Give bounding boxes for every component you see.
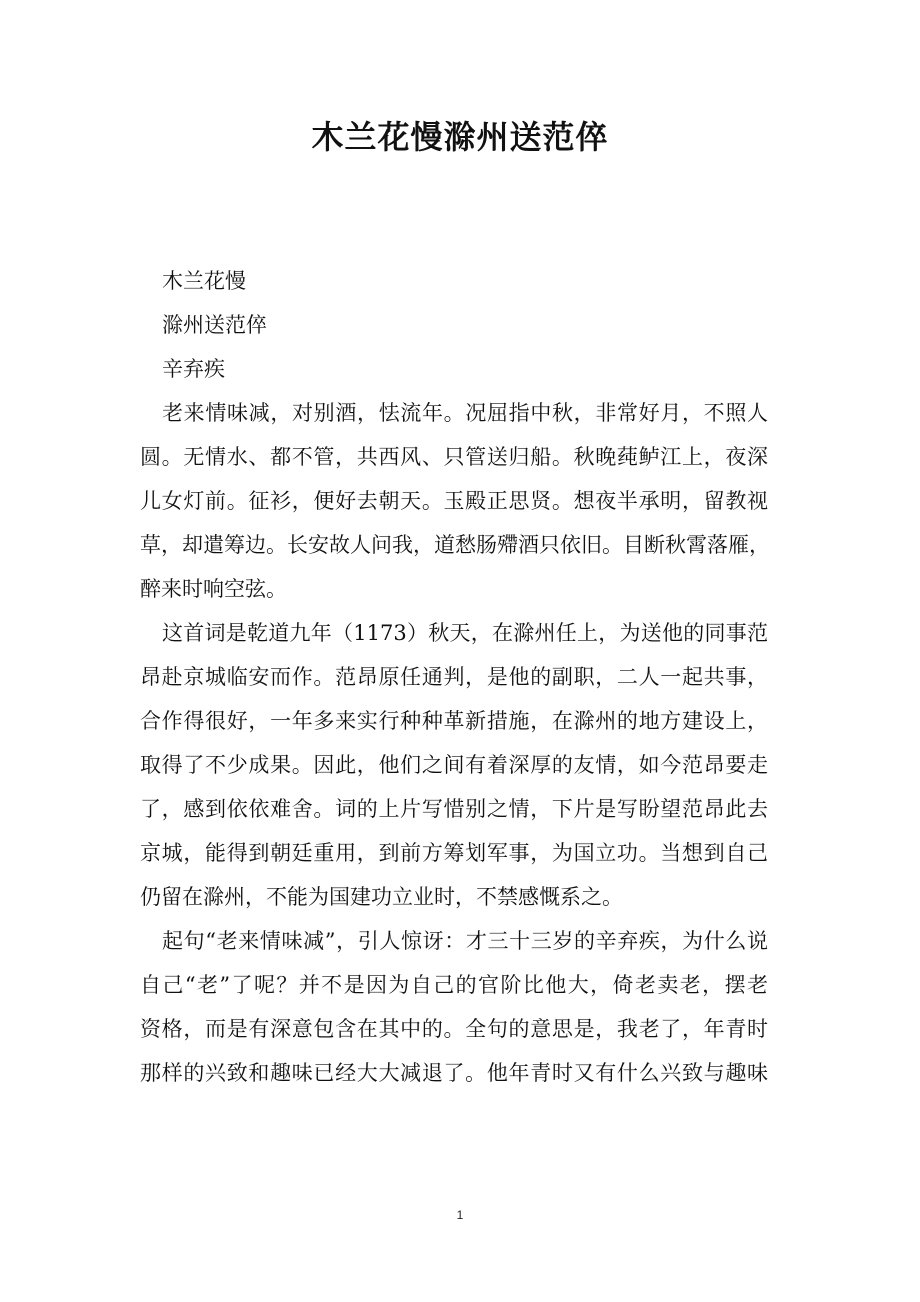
poem-title: 木兰花慢 [162,269,246,293]
poem-paragraph [140,391,768,611]
text-line: 醉来时响空弦。 [140,577,287,601]
text-line: 老来情味减，对别酒，怯流年。况屈指中秋，非常好月，不照人 [162,401,768,425]
poem-author: 辛弃疾 [162,357,225,381]
commentary-paragraph [140,611,768,919]
text-line: 草，却遣筹边。长安故人问我，道愁肠殢酒只依旧。目断秋霄落雁， [140,533,770,557]
text-line: 仍留在滁州，不能为国建功立业时，不禁感慨系之。 [140,885,623,909]
text-line: 了，感到依依难舍。词的上片写惜别之情，下片是写盼望范昂此去 [140,797,768,821]
commentary-paragraph [140,919,768,1095]
text-line: 圆。无情水、都不管，共西风、只管送归船。秋晚莼鲈江上，夜深 [140,445,768,469]
text-line: 合作得很好，一年多来实行种种革新措施，在滁州的地方建设上， [140,709,768,733]
document-title: 木兰花慢滁州送范倅 [311,118,609,156]
text-line: 取得了不少成果。因此，他们之间有着深厚的友情，如今范昂要走 [140,753,768,777]
text-line: 京城，能得到朝廷重用，到前方筹划军事，为国立功。当想到自己 [140,841,768,865]
text-line: 那样的兴致和趣味已经大大减退了。他年青时又有什么兴致与趣味 [140,1061,768,1085]
text-line: 起句“老来情味减”，引人惊讶：才三十三岁的辛弃疾，为什么说 [162,929,768,953]
text-line: 这首词是乾道九年（1173）秋天，在滁州任上，为送他的同事范 [162,621,768,645]
document-body [140,259,768,1095]
text-line: 资格，而是有深意包含在其中的。全句的意思是，我老了，年青时 [140,1017,768,1041]
text-line: 自己“老”了呢？并不是因为自己的官阶比他大，倚老卖老，摆老 [140,973,768,997]
text-line: 昂赴京城临安而作。范昂原任通判，是他的副职，二人一起共事， [140,665,768,689]
poem-subtitle: 滁州送范倅 [162,313,267,337]
text-line: 儿女灯前。征衫，便好去朝天。玉殿正思贤。想夜半承明，留教视 [140,489,768,513]
page-number: 1 [456,1208,464,1222]
